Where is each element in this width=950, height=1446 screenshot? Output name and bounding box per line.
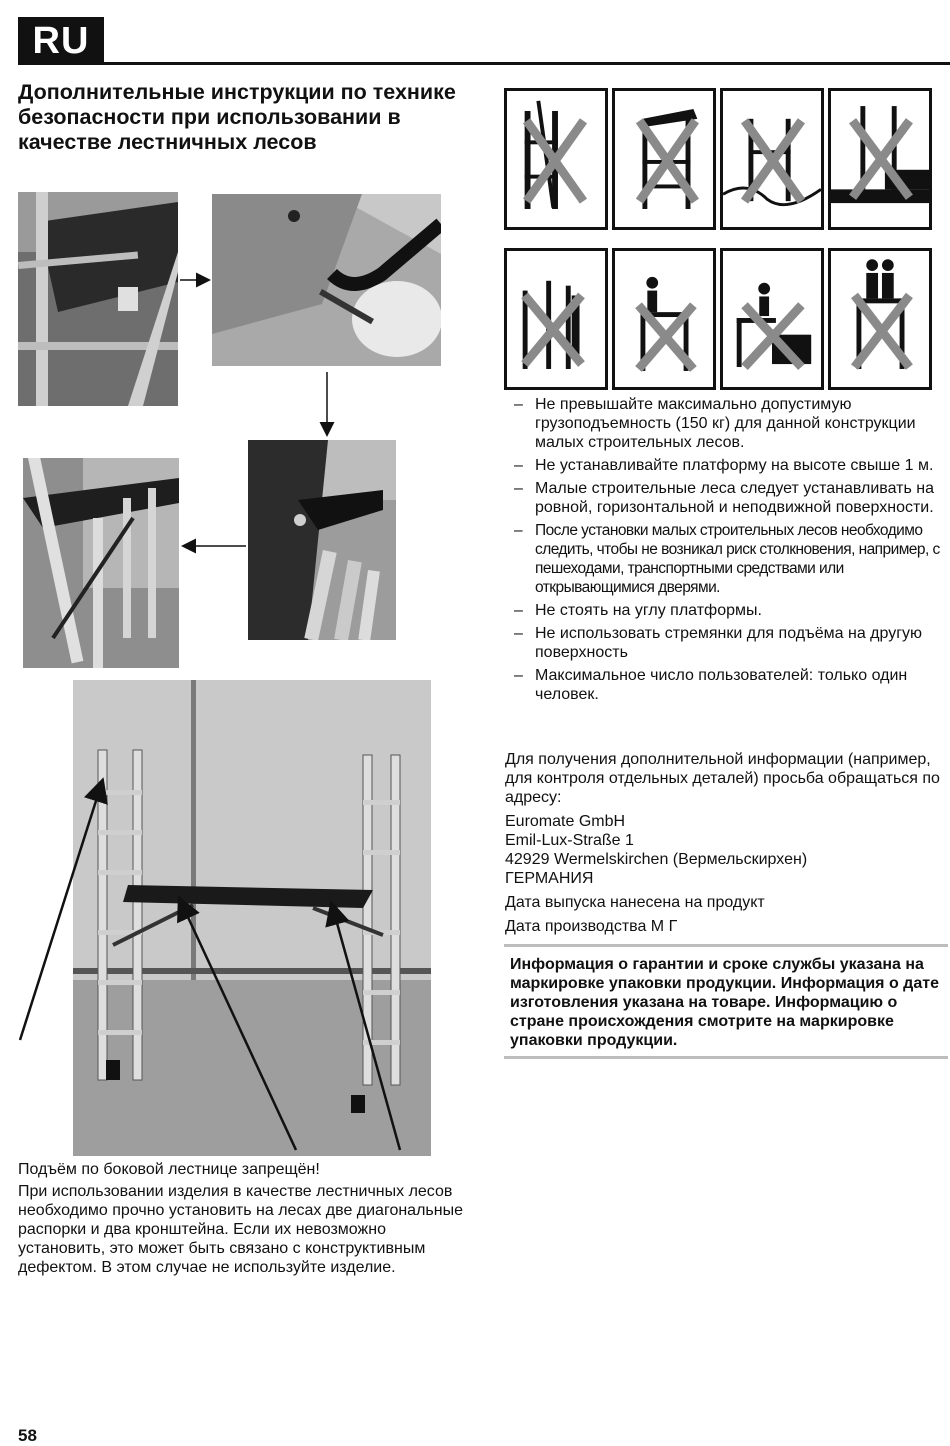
assembled-scaffold-photo [73, 680, 431, 1156]
list-item: – Не использовать стремянки для подъёма на другую поверхность [514, 625, 923, 661]
photo-caption [18, 1160, 468, 1280]
company-name: Euromate GmbH [505, 813, 626, 830]
country: ГЕРМАНИЯ [505, 870, 594, 887]
street-address: Emil-Lux-Straße 1 [505, 832, 634, 849]
diagonal-strut-photo [23, 458, 179, 668]
list-item: – Не устанавливайте платформу на высоте свыше 1 м. [514, 457, 934, 474]
no-uneven-ground-icon [720, 88, 824, 230]
list-dash: – [514, 457, 523, 474]
list-dash: – [514, 522, 523, 539]
list-dash: – [514, 602, 523, 619]
city-address: 42929 Wermelskirchen (Вермельскирхен) [505, 851, 808, 868]
list-item: – После установки малых строительных лесов необходимо следить, чтобы не возникал риск столкновения, например, с пешеходами, транспортными средствами или открывающимися дверями. [514, 522, 940, 596]
safety-pictograms [504, 88, 934, 390]
section-title: Дополнительные инструкции по технике безопасности при использовании в качестве лестничных лесов [18, 80, 456, 154]
no-roof-use-icon [612, 88, 716, 230]
bracket-mounted-photo [248, 440, 396, 640]
release-date-note: Дата выпуска нанесена на продукт [505, 894, 765, 911]
safety-rules-list [514, 395, 942, 708]
header-rule [104, 62, 950, 65]
no-step-placement-icon [828, 88, 932, 230]
no-stepping-to-surface-icon [720, 248, 824, 390]
strut-instruction: При использовании изделия в качестве лестничных лесов необходимо прочно установить на лесах две диагональные распорки и два кронштейна. Если их невозможно установить, это может быть связано с конструктивным дефектом. В этом случае не используйте изделие. [18, 1183, 463, 1276]
no-side-platform-icon [504, 248, 608, 390]
no-two-persons-icon [828, 248, 932, 390]
list-item: – Максимальное число пользователей: только один человек. [514, 667, 908, 703]
manufacturer-address [505, 812, 945, 888]
list-dash: – [514, 667, 523, 684]
list-dash: – [514, 480, 523, 497]
language-tab: RU [18, 17, 104, 65]
production-date-note: Дата производства М Г [505, 918, 678, 935]
bracket-lock-photo [212, 194, 441, 366]
no-leaning-against-wall-icon [504, 88, 608, 230]
page-number: 58 [18, 1426, 37, 1445]
warranty-box: Информация о гарантии и сроке службы указана на маркировке упаковки продукции. Информация о дате изготовления указана на товаре. Информацию о стране происхождения смотрите на маркировке упаковки продукции. [504, 944, 948, 1059]
side-ladder-warning: Подъём по боковой лестнице запрещён! [18, 1161, 320, 1178]
contact-info [505, 750, 945, 941]
list-dash: – [514, 625, 523, 642]
platform-hook-photo [18, 192, 178, 406]
list-dash: – [514, 396, 523, 413]
list-item: – Не стоять на углу платформы. [514, 602, 762, 619]
list-item: – Малые строительные леса следует устанавливать на ровной, горизонтальной и неподвижной поверхности. [514, 480, 934, 516]
list-item: – Не превышайте максимально допустимую грузоподъемность (150 кг) для данной конструкции малых строительных лесов. [514, 396, 916, 451]
contact-intro: Для получения дополнительной информации (например, для контроля отдельных деталей) просьба обращаться по адресу: [505, 751, 940, 806]
no-climbing-platform-icon [612, 248, 716, 390]
